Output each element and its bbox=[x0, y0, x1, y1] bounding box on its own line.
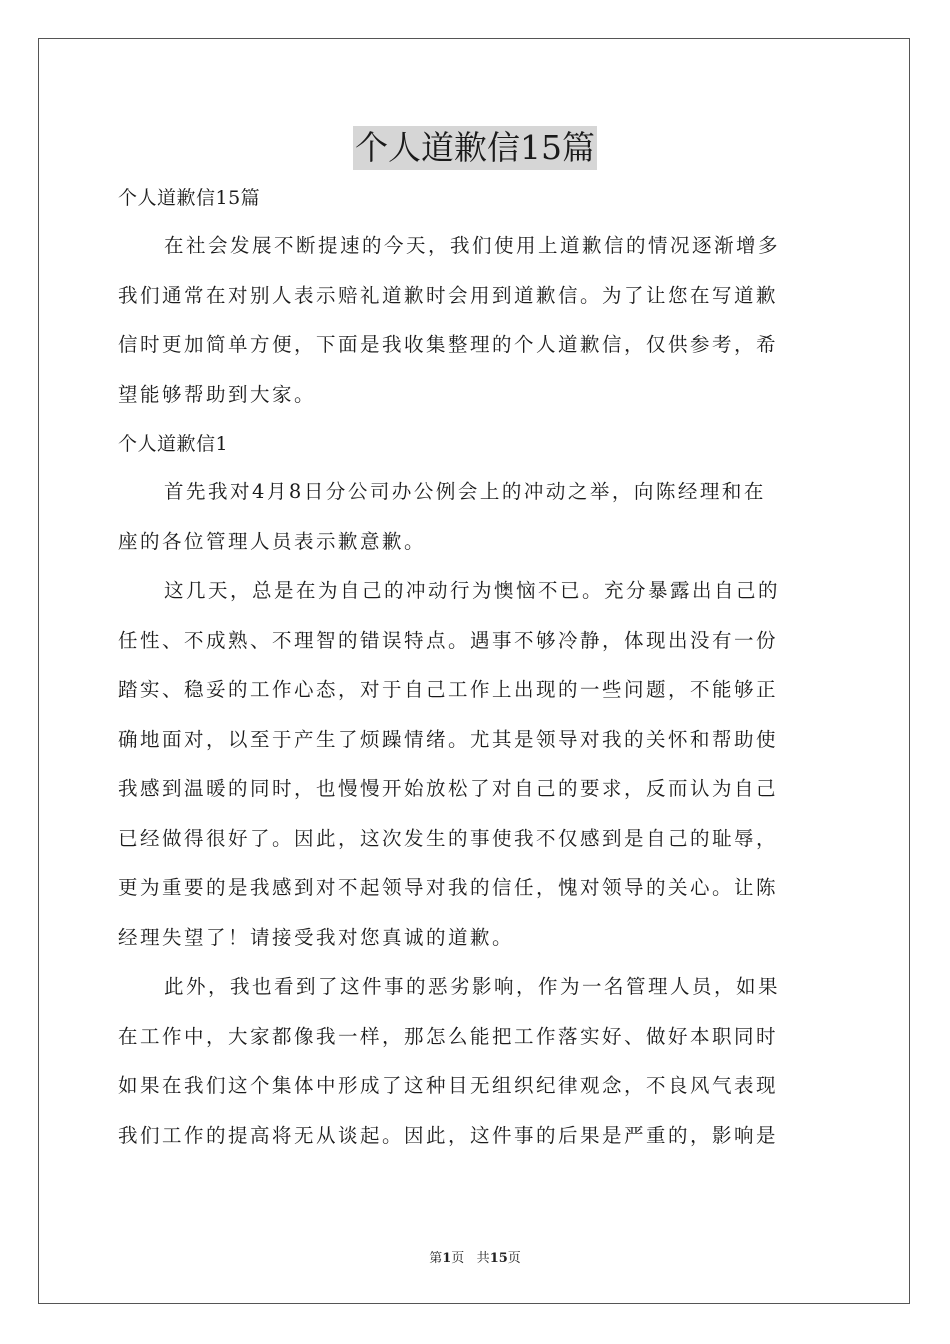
document-title: 个人道歉信15篇 bbox=[353, 126, 597, 170]
paragraph-line: 我们通常在对别人表示赔礼道歉时会用到道歉信。为了让您在写道歉 bbox=[118, 283, 779, 307]
paragraph-line: 这几天，总是在为自己的冲动行为懊恼不已。充分暴露出自己的 bbox=[164, 579, 781, 602]
paragraph-line: 座的各位管理人员表示歉意歉。 bbox=[118, 529, 427, 553]
subtitle: 个人道歉信15篇 bbox=[118, 187, 261, 209]
page-footer bbox=[0, 1247, 950, 1266]
paragraph-line: 确地面对，以至于产生了烦躁情绪。尤其是领导对我的关怀和帮助使 bbox=[118, 727, 779, 751]
paragraph-1 bbox=[118, 477, 834, 576]
paragraph-line: 在工作中，大家都像我一样，那怎么能把工作落实好、做好本职同时 bbox=[118, 1024, 779, 1048]
page-prefix: 第 bbox=[429, 1251, 443, 1266]
paragraph-line: 在社会发展不断提速的今天，我们使用上道歉信的情况逐渐增多 bbox=[164, 234, 781, 257]
paragraph-line: 我感到温暖的同时，也慢慢开始放松了对自己的要求，反而认为自己 bbox=[118, 777, 779, 800]
paragraph-line: 如果在我们这个集体中形成了这种目无组织纪律观念，不良风气表现 bbox=[118, 1074, 779, 1097]
total-prefix: 共 bbox=[476, 1251, 490, 1266]
page-number: 1 bbox=[442, 1251, 452, 1266]
total-pages: 15 bbox=[489, 1251, 508, 1266]
intro-paragraph bbox=[118, 231, 834, 429]
paragraph-line: 更为重要的是我感到对不起领导对我的信任，愧对领导的关心。让陈 bbox=[118, 876, 779, 899]
paragraph-line: 信时更加简单方便，下面是我收集整理的个人道歉信，仅供参考，希 bbox=[118, 333, 779, 356]
section-heading: 个人道歉信1 bbox=[118, 433, 229, 455]
paragraph-line: 已经做得很好了。因此，这次发生的事使我不仅感到是自己的耻辱， bbox=[118, 826, 779, 850]
total-suffix: 页 bbox=[507, 1251, 521, 1266]
paragraph-2 bbox=[118, 576, 834, 972]
document-body bbox=[118, 183, 834, 1170]
paragraph-line: 踏实、稳妥的工作心态，对于自己工作上出现的一些问题，不能够正 bbox=[118, 678, 779, 701]
paragraph-line: 首先我对4月8日分公司办公例会上的冲动之举，向陈经理和在 bbox=[164, 480, 766, 503]
paragraph-3 bbox=[118, 972, 834, 1170]
page-suffix: 页 bbox=[451, 1251, 465, 1266]
paragraph-line: 我们工作的提高将无从谈起。因此，这件事的后果是严重的，影响是 bbox=[118, 1123, 779, 1147]
paragraph-line: 任性、不成熟、不理智的错误特点。遇事不够冷静，体现出没有一份 bbox=[118, 628, 779, 652]
paragraph-line: 经理失望了！请接受我对您真诚的道歉。 bbox=[118, 925, 515, 949]
paragraph-line: 望能够帮助到大家。 bbox=[118, 382, 317, 406]
title-wrap bbox=[0, 126, 950, 170]
paragraph-line: 此外，我也看到了这件事的恶劣影响，作为一名管理人员，如果 bbox=[164, 975, 781, 998]
